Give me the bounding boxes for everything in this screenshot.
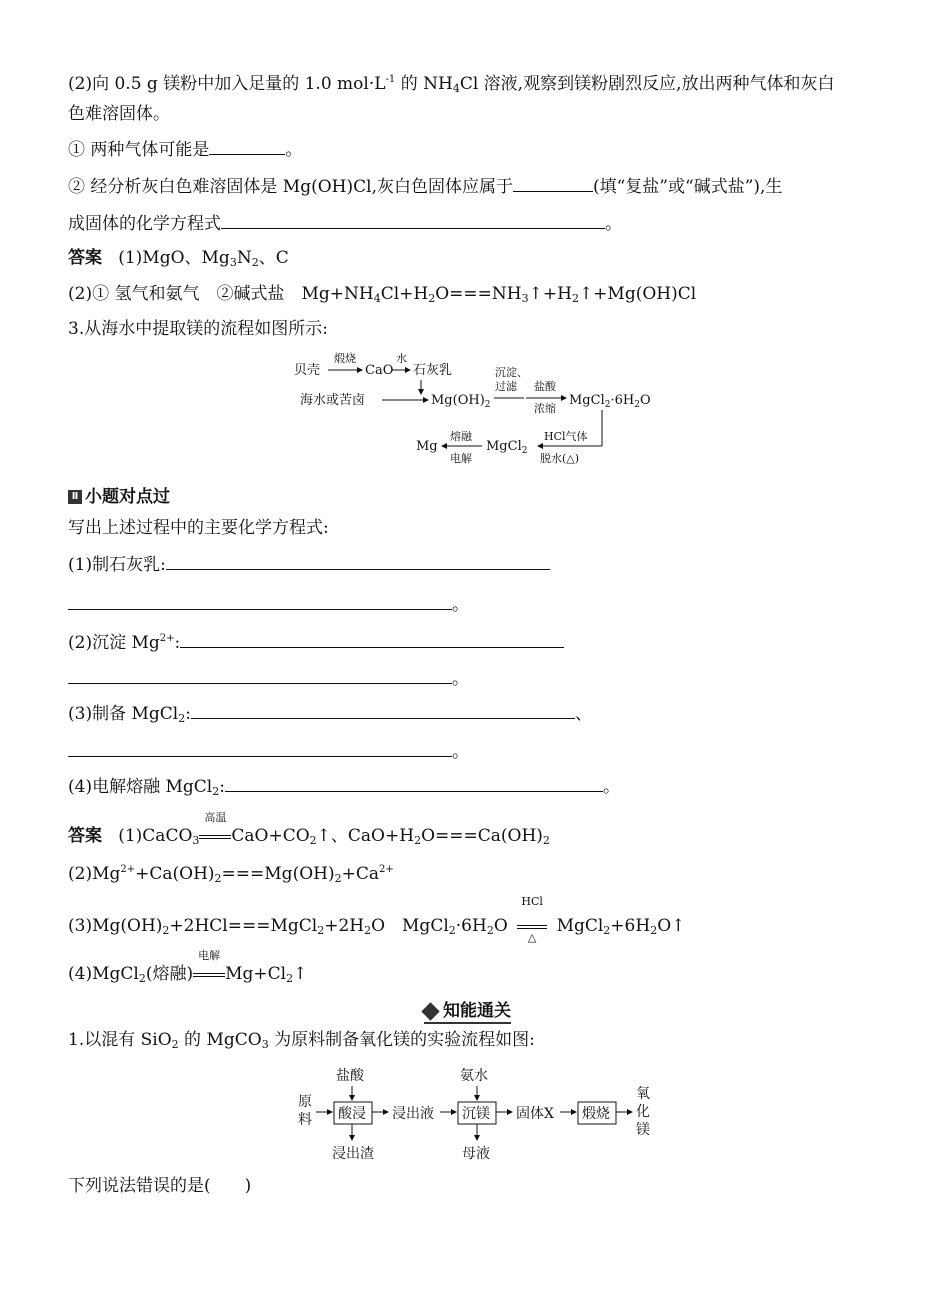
q2-sub2: ② 经分析灰白色难溶固体是 Mg(OH)Cl,灰白色固体应属于 (填“复盐”或“碱式盐”),生 [68,177,783,197]
ammonia-label: 氨水 [460,1068,488,1084]
raw-material-label-1: 原 [298,1094,312,1110]
q3-part1: (1)制石灰乳: [68,553,550,577]
electrolysis-label: 电解 [450,452,472,465]
calcine-label: 煅烧 [334,352,356,365]
q2-line1: (2)向 0.5 g 镁粉中加入足量的 1.0 $mol\cdot L^{-1}$ 的 $NH_4Cl$ 溶液,观察到镁粉剧烈反应,放出两种气体和灰白 [68,74,835,95]
water-label: 水 [396,352,407,365]
dehydrate-label: 脱水(△) [540,452,580,465]
q2-sub1: ① 两种气体可能是 。 [68,140,303,160]
q3-part2-cont: 。 [68,667,469,691]
answer-blank[interactable] [68,667,452,684]
filter-label: 过滤 [495,380,517,393]
section-header-mastery: 知能通关 [424,996,511,1024]
answer-2-line3: $(3)Mg(OH)_2+2HCl===MgCl_2+2H_2O$ $MgCl_2\cdot 6H_2O$ HCl △ $MgCl_2+6H_2O↑$ [68,895,686,944]
q3-intro: 写出上述过程中的主要化学方程式: [68,518,329,538]
q1-stem: 1.以混有 SiO$_2$ 的 MgCO$_3$ 为原料制备氧化镁的实验流程如图: [68,1030,535,1051]
cao-label: CaO [365,363,394,378]
answer-blank[interactable] [68,740,452,757]
answer-blank[interactable] [180,631,564,648]
seawater-label: 海水或苦卤 [300,393,366,408]
shell-label: 贝壳 [294,363,321,378]
answer-blank[interactable] [166,553,550,570]
q3-part3-cont: 。 [68,740,469,764]
q3-part4: (4)电解熔融 MgCl$_2$: 。 [68,777,620,798]
lime-milk-label: 石灰乳 [413,363,453,378]
magnesium-oxide-flowchart [296,1062,666,1166]
leachate-label: 浸出液 [392,1106,434,1122]
precipitate-mg-box: 沉镁 [462,1106,490,1122]
magnesium-extraction-flowchart [290,348,670,468]
solid-x-label: 固体X [516,1106,554,1122]
answer-1-line1: 答案 (1)MgO、$Mg_3N_2$、C [68,248,289,269]
mgcl2-label: MgCl$_2$ [486,439,528,456]
answer-1-line2: (2)① 氢气和氨气 ②碱式盐 $Mg+NH_4Cl+H_2O===NH_3↑+H_2↑+Mg(OH)Cl$ [68,284,697,305]
reaction-condition: 高温 [199,824,231,848]
answer-label: 答案 [68,248,102,268]
answer-blank[interactable] [513,175,593,192]
acid-leach-box: 酸浸 [338,1106,366,1122]
mgoh2-label: $Mg(OH)_2$ [431,393,491,410]
mgcl2-6h2o-label: $MgCl_2\cdot 6H_2O$ [569,393,651,410]
residue-label: 浸出渣 [332,1146,374,1162]
answer-blank[interactable] [225,775,603,792]
raw-material-label-2: 料 [298,1112,312,1128]
product-label-3: 镁 [636,1122,650,1138]
q3-part1-cont: 。 [68,593,469,617]
hcl-gas-label: HCl气体 [544,430,588,443]
q2-line2: 色难溶固体。 [68,104,170,124]
calcine-box: 煅烧 [582,1106,610,1122]
product-label-2: 化 [636,1104,650,1120]
reaction-condition: HCl △ [517,914,547,938]
mother-liquor-label: 母液 [462,1146,490,1162]
q2-sub2-line2: 成固体的化学方程式 。 [68,214,622,234]
mg-label: Mg [416,439,438,454]
answer-blank[interactable] [68,593,452,610]
concentrate-label: 浓缩 [534,402,556,415]
melt-label: 熔融 [450,430,472,443]
q3-part3: (3)制备 MgCl$_2$: 、 [68,704,592,725]
hcl-label: 盐酸 [336,1068,364,1084]
precip-label: 沉淀、 [495,366,528,379]
diamond-icon [421,1002,439,1020]
q1-question: 下列说法错误的是( ) [68,1176,252,1196]
product-label-1: 氧 [636,1086,650,1102]
answer-2-line1: 答案 (1)CaCO$_3$ 高温 $CaO+CO_2↑$、$CaO+H_2O===Ca(OH)_2$ [68,811,550,847]
answer-2-line4: (4)MgCl$_2$(熔融) 电解 $Mg+Cl_2↑$ [68,949,308,985]
answer-blank[interactable] [209,138,285,155]
answer-blank[interactable] [221,212,605,229]
q3-part2: (2)沉淀 $Mg^{2+}$: [68,627,564,655]
reaction-condition: 电解 [193,962,225,986]
hcl-label: 盐酸 [534,380,556,393]
q3-title: 3.从海水中提取镁的流程如图所示: [68,319,328,339]
section-header-practice: Ⅱ 小题对点过 [68,482,170,507]
answer-2-line2: $(2)Mg^{2+}+Ca(OH)_2===Mg(OH)_2+Ca^{2+}$ [68,864,394,885]
section-icon: Ⅱ [68,490,82,504]
answer-blank[interactable] [191,702,575,719]
answer-label: 答案 [68,826,102,846]
